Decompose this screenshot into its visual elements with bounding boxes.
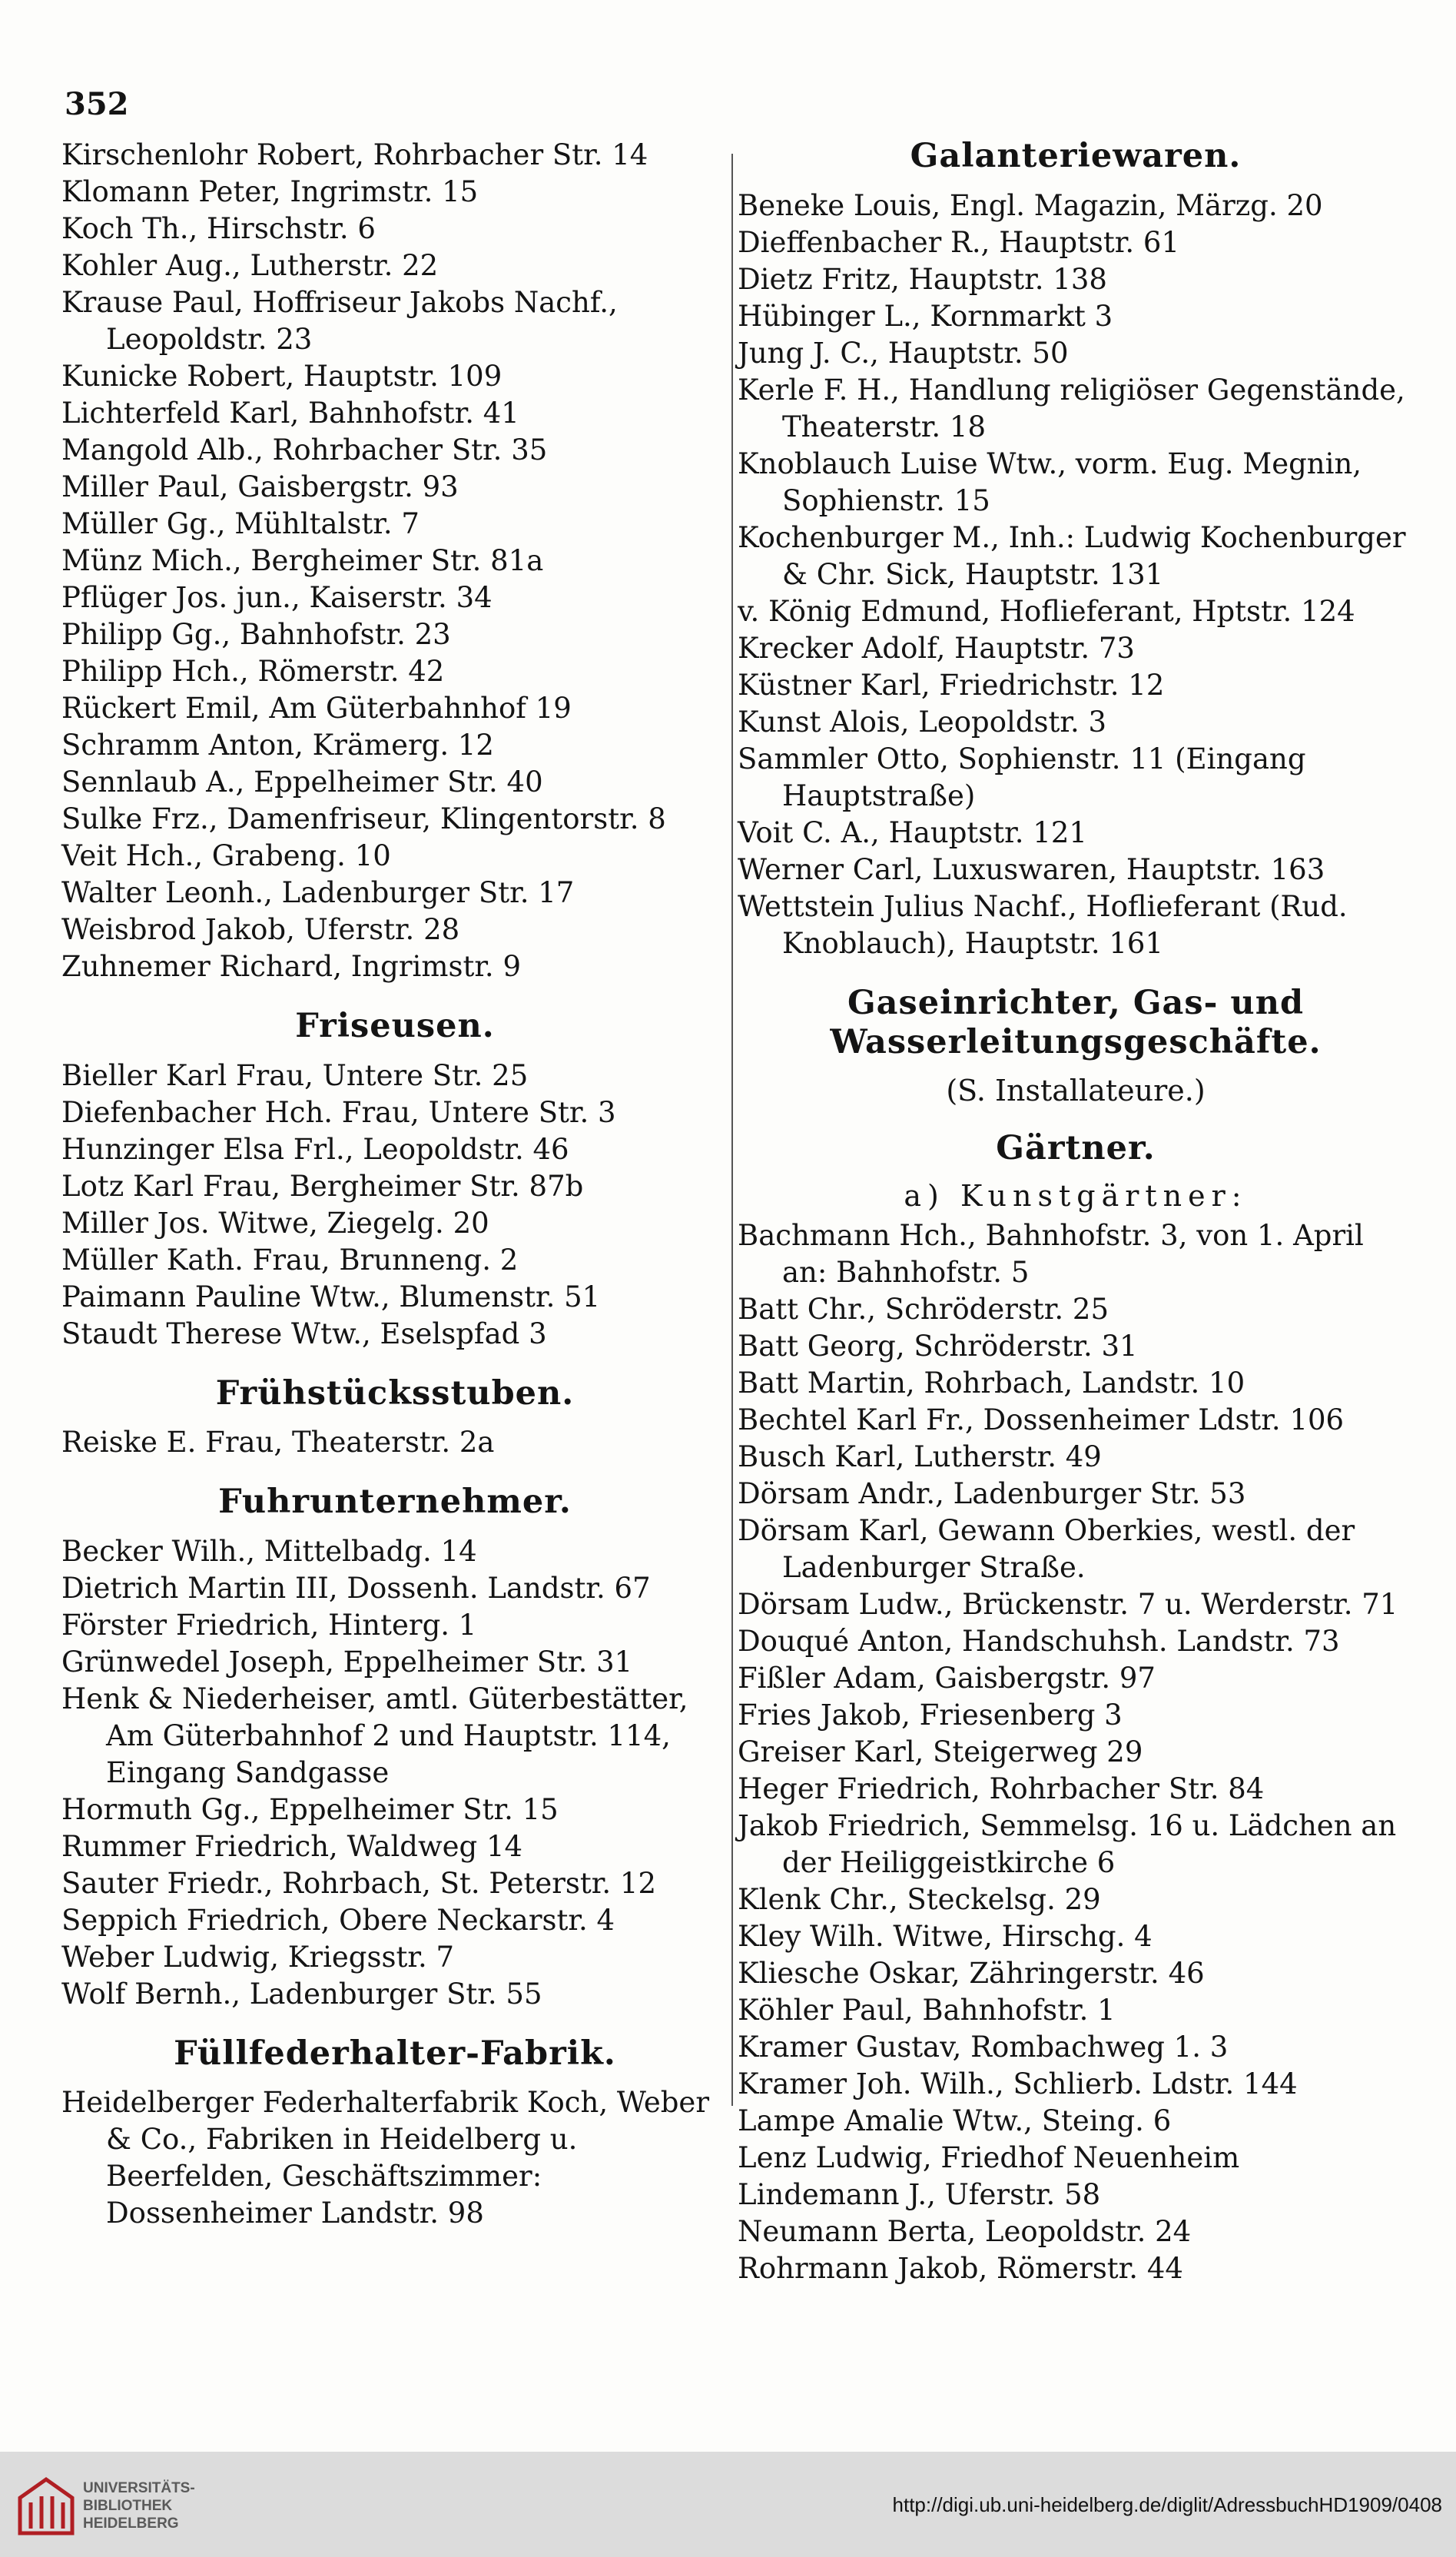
directory-entry: Philipp Hch., Römerstr. 42 [61,655,445,688]
directory-entry: Dietrich Martin III, Dossenh. Landstr. 67 [61,1571,651,1605]
section-heading: Füllfederhalter-Fabrik. [174,2034,616,2073]
directory-entry: Lampe Amalie Wtw., Steing. 6 [738,2104,1172,2138]
directory-entry: Kochenburger M., Inh.: Ludwig Kochenburger & Chr. Sick, Hauptstr. 131 [738,520,1406,591]
directory-entry: Lichterfeld Karl, Bahnhofstr. 41 [61,397,519,430]
directory-entry: Koch Th., Hirschstr. 6 [61,212,376,245]
directory-entry: Diefenbacher Hch. Frau, Untere Str. 3 [61,1095,616,1129]
directory-entry: Wettstein Julius Nachf., Hoflieferant (Rud. Knoblauch), Hauptstr. 161 [738,889,1348,960]
directory-entry: Batt Chr., Schröderstr. 25 [738,1293,1109,1327]
source-url-link[interactable]: http://digi.ub.uni-heidelberg.de/diglit/AdressbuchHD1909/0408 [892,2493,1442,2516]
directory-entry: Voit C. A., Hauptstr. 121 [738,815,1087,849]
directory-entry: Mangold Alb., Rohrbacher Str. 35 [61,433,548,467]
directory-entry: Walter Leonh., Ladenburger Str. 17 [61,876,575,909]
section-heading: Gärtner. [996,1128,1156,1167]
directory-entry: Kerle F. H., Handlung religiöser Gegenstände, Theaterstr. 18 [738,373,1405,443]
directory-section [61,1374,728,1462]
library-logo-text [83,2479,195,2532]
directory-entry: Pflüger Jos. jun., Kaiserstr. 34 [61,581,493,614]
library-logo-icon [15,2475,77,2536]
directory-entry: v. König Edmund, Hoflieferant, Hptstr. 124 [738,594,1355,628]
directory-entry: Grünwedel Joseph, Eppelheimer Str. 31 [61,1645,633,1679]
section-subheading: a) Kunstgärtner: [904,1179,1248,1214]
section-note: (S. Installateure.) [946,1073,1206,1107]
directory-entry: Kohler Aug., Lutherstr. 22 [61,249,439,282]
directory-entry: Kirschenlohr Robert, Rohrbacher Str. 14 [61,138,648,171]
directory-entry: Förster Friedrich, Hinterg. 1 [61,1608,477,1642]
directory-section [61,137,728,985]
directory-entry: Köhler Paul, Bahnhofstr. 1 [738,1994,1116,2027]
directory-entry: Klenk Chr., Steckelsg. 29 [738,1883,1101,1917]
directory-entry: Weber Ludwig, Kriegsstr. 7 [61,1940,455,1974]
directory-entry: Veit Hch., Grabeng. 10 [61,839,391,872]
directory-entry: Dörsam Karl, Gewann Oberkies, westl. der Ladenburger Straße. [738,1514,1355,1585]
directory-entry: Küstner Karl, Friedrichstr. 12 [738,668,1165,702]
directory-entry: Hormuth Gg., Eppelheimer Str. 15 [61,1792,559,1826]
directory-section [738,137,1414,962]
directory-entry: Müller Gg., Mühltalstr. 7 [61,507,420,540]
directory-entry: Kunst Alois, Leopoldstr. 3 [738,705,1107,739]
directory-entry: Weisbrod Jakob, Uferstr. 28 [61,913,460,946]
directory-entry: Fries Jakob, Friesenberg 3 [738,1699,1123,1732]
section-heading: Gaseinrichter, Gas- und Wasserleitungsgeschäfte. [830,983,1322,1062]
directory-entry: Neumann Berta, Leopoldstr. 24 [738,2215,1192,2249]
directory-entry: Batt Martin, Rohrbach, Landstr. 10 [738,1367,1245,1400]
directory-entry: Douqué Anton, Handschuhsh. Landstr. 73 [738,1625,1340,1659]
directory-entry: Sennlaub A., Eppelheimer Str. 40 [61,765,543,799]
directory-entry: Dörsam Ludw., Brückenstr. 7 u. Werderstr. 71 [738,1588,1398,1622]
directory-entry: Schramm Anton, Krämerg. 12 [61,729,494,762]
directory-entry: Hunzinger Elsa Frl., Leopoldstr. 46 [61,1132,569,1166]
directory-entry: Jakob Friedrich, Semmelsg. 16 u. Lädchen an der Heiliggeistkirche 6 [738,1809,1397,1880]
directory-entry: Fißler Adam, Gaisbergstr. 97 [738,1662,1156,1695]
logo-line: BIBLIOTHEK [83,2498,173,2514]
directory-entry: Batt Georg, Schröderstr. 31 [738,1330,1138,1363]
column-divider [731,154,733,2106]
directory-entry: Rohrmann Jakob, Römerstr. 44 [738,2252,1183,2286]
directory-entry: Münz Mich., Bergheimer Str. 81a [61,544,544,577]
directory-section [61,1007,728,1353]
directory-entry: Miller Paul, Gaisbergstr. 93 [61,470,459,503]
directory-entry: Rückert Emil, Am Güterbahnhof 19 [61,692,572,725]
directory-entry: Henk & Niederheiser, amtl. Güterbestätter, Am Güterbahnhof 2 und Hauptstr. 114, Eingang Sandgasse [61,1682,688,1789]
directory-section [738,984,1414,1107]
directory-entry: Heger Friedrich, Rohrbacher Str. 84 [738,1772,1265,1806]
directory-entry: Knoblauch Luise Wtw., vorm. Eug. Megnin, Sophienstr. 15 [738,447,1362,517]
directory-entry: Miller Jos. Witwe, Ziegelg. 20 [61,1206,489,1240]
directory-entry: Kramer Joh. Wilh., Schlierb. Ldstr. 144 [738,2067,1298,2101]
directory-entry: Müller Kath. Frau, Brunneng. 2 [61,1243,519,1277]
directory-entry: Bieller Karl Frau, Untere Str. 25 [61,1058,529,1092]
directory-entry: Philipp Gg., Bahnhofstr. 23 [61,618,451,651]
directory-entry: Sammler Otto, Sophienstr. 11 (Eingang Hauptstraße) [738,742,1306,812]
directory-entry: Rummer Friedrich, Waldweg 14 [61,1829,523,1863]
section-heading: Galanteriewaren. [910,137,1242,175]
directory-entry: Krause Paul, Hoffriseur Jakobs Nachf., Leopoldstr. 23 [61,286,618,356]
directory-entry: Dieffenbacher R., Hauptstr. 61 [738,225,1179,259]
directory-entry: Werner Carl, Luxuswaren, Hauptstr. 163 [738,852,1325,886]
section-heading: Frühstücksstuben. [215,1373,575,1413]
directory-entry: Dietz Fritz, Hauptstr. 138 [738,262,1107,296]
right-column [738,137,1414,2287]
directory-entry: Lotz Karl Frau, Bergheimer Str. 87b [61,1169,584,1203]
directory-entry: Lindemann J., Uferstr. 58 [738,2178,1101,2212]
directory-entry: Heidelberger Federhalterfabrik Koch, Weber & Co., Fabriken in Heidelberg u. Beerfelden, Geschäftszimmer: Dossenheimer Landstr. 98 [61,2086,710,2230]
directory-entry: Lenz Ludwig, Friedhof Neuenheim [738,2141,1240,2175]
directory-entry: Bechtel Karl Fr., Dossenheimer Ldstr. 106 [738,1403,1345,1437]
directory-entry: Klomann Peter, Ingrimstr. 15 [61,175,479,208]
section-heading: Friseusen. [295,1007,495,1045]
directory-section [61,1483,728,2013]
directory-section [738,1129,1414,2288]
directory-entry: Greiser Karl, Steigerweg 29 [738,1735,1143,1769]
footer-bar [0,2452,1456,2557]
logo-line: HEIDELBERG [83,2515,179,2532]
directory-entry: Kramer Gustav, Rombachweg 1. 3 [738,2031,1229,2064]
directory-entry: Kley Wilh. Witwe, Hirschg. 4 [738,1920,1153,1954]
directory-entry: Zuhnemer Richard, Ingrimstr. 9 [61,950,521,983]
directory-entry: Hübinger L., Kornmarkt 3 [738,299,1113,333]
directory-entry: Kliesche Oskar, Zähringerstr. 46 [738,1957,1205,1991]
directory-entry: Sulke Frz., Damenfriseur, Klingentorstr. 8 [61,802,666,835]
directory-entry: Kunicke Robert, Hauptstr. 109 [61,360,502,393]
directory-entry: Jung J. C., Hauptstr. 50 [738,336,1069,370]
left-column [61,137,728,2232]
logo-line: UNIVERSITÄTS- [83,2480,195,2496]
directory-entry: Krecker Adolf, Hauptstr. 73 [738,631,1135,665]
directory-entry: Staudt Therese Wtw., Eselspfad 3 [61,1317,547,1350]
directory-entry: Sauter Friedr., Rohrbach, St. Peterstr. 12 [61,1866,657,1900]
directory-entry: Beneke Louis, Engl. Magazin, Märzg. 20 [738,188,1323,222]
directory-section [61,2034,728,2233]
directory-entry: Reiske E. Frau, Theaterstr. 2a [61,1426,495,1459]
directory-entry: Bachmann Hch., Bahnhofstr. 3, von 1. April an: Bahnhofstr. 5 [738,1219,1364,1290]
section-heading: Fuhrunternehmer. [218,1483,572,1522]
directory-entry: Busch Karl, Lutherstr. 49 [738,1440,1102,1474]
directory-entry: Dörsam Andr., Ladenburger Str. 53 [738,1477,1246,1511]
directory-entry: Paimann Pauline Wtw., Blumenstr. 51 [61,1280,601,1313]
directory-entry: Seppich Friedrich, Obere Neckarstr. 4 [61,1903,615,1937]
directory-entry: Wolf Bernh., Ladenburger Str. 55 [61,1977,542,2011]
directory-entry: Becker Wilh., Mittelbadg. 14 [61,1534,477,1568]
page-number: 352 [65,86,129,122]
